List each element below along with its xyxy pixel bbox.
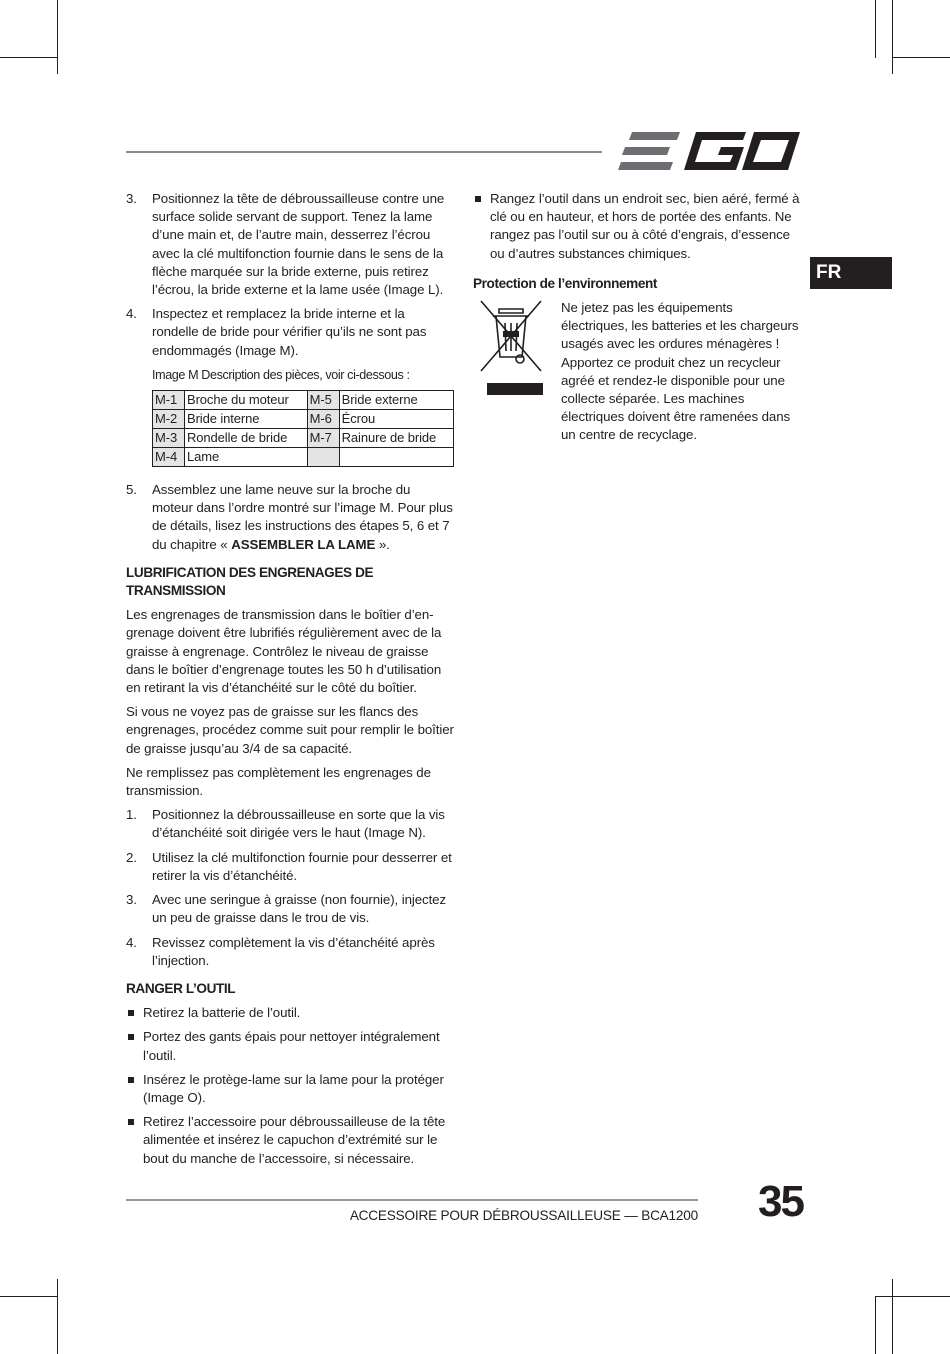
right-column <box>473 190 801 445</box>
list-number: 3. <box>126 191 137 206</box>
list-number: 5. <box>126 482 137 498</box>
table-cell: M-3 <box>153 429 185 448</box>
table-cell: Bride externe <box>339 391 453 410</box>
ego-logo <box>618 128 800 174</box>
crop-mark <box>875 1296 876 1354</box>
crop-mark <box>0 57 58 58</box>
table-row <box>153 429 454 448</box>
list-item <box>126 305 454 360</box>
parts-table <box>152 390 454 467</box>
section-heading-environment: Protection de l’environnement <box>473 275 658 291</box>
paragraph: Les engrenages de transmission dans le boîtier d’en-grenage doivent être lubrifiés régulièrement avec de la graisse à engrenage. Contrôlez le niveau de graisse dans le boîtier d’engrenage toutes les 50 h d’utilisation en retirant la vis d’étanchéité sur le côté du boîtier. <box>126 607 442 696</box>
bullet-square-icon <box>128 1010 134 1016</box>
page-number: 35 <box>758 1177 803 1226</box>
list-number: 4. <box>126 934 137 950</box>
list-text: Avec une seringue à graisse (non fournie), injectez un peu de graisse dans le trou de vis. <box>152 892 447 926</box>
list-text: Positionnez la tête de débroussailleuse contre une surface solide servant de support. Tenez la lame d’une main et, de l’autre main, desserrez l’écrou avec la clé multifonction fournie dans le sens de la flèche marquée sur la bride externe, puis retirez l’écrou, la bride externe et la lame usée (Image L). <box>152 191 445 298</box>
list-item <box>126 190 454 299</box>
bullet-text: Portez des gants épais pour nettoyer intégralement l’outil. <box>143 1029 440 1063</box>
table-cell: M-4 <box>153 448 185 467</box>
table-cell: Bride interne <box>185 410 308 429</box>
list-number: 1. <box>126 807 137 823</box>
crop-mark <box>892 0 893 74</box>
list-number: 4. <box>126 306 137 322</box>
bullet-square-icon <box>475 196 481 202</box>
list-item <box>126 849 454 885</box>
list-text: Revissez complètement la vis d’étanchéité après l’injection. <box>152 934 435 968</box>
table-cell: Lame <box>185 448 308 467</box>
bullet-text: Rangez l’outil dans un endroit sec, bien aéré, fermé à clé ou en hauteur, et hors de portée des enfants. Ne rangez pas l’outil sur ou à côté d’engrais, d’essence ou d’autres substances chimiques. <box>490 191 800 261</box>
bullet-item <box>126 1071 454 1107</box>
list-item <box>126 891 454 927</box>
crop-mark <box>875 1296 950 1297</box>
crossed-out-wheelie-bin-icon <box>473 299 545 399</box>
header-rule <box>126 151 602 153</box>
footer-rule <box>126 1199 698 1201</box>
table-cell: Rainure de bride <box>339 429 453 448</box>
table-cell: M-5 <box>307 391 339 410</box>
bullet-text: Insérez le protège-lame sur la lame pour la protéger (Image O). <box>143 1071 444 1105</box>
bullet-text: Retirez la batterie de l’outil. <box>143 1005 301 1021</box>
crop-mark <box>57 1279 58 1354</box>
list-text: ». <box>375 536 390 552</box>
environment-block <box>473 299 801 445</box>
left-column <box>126 190 454 1174</box>
bullet-item <box>126 1028 454 1064</box>
table-row <box>153 410 454 429</box>
table-row <box>153 391 454 410</box>
crop-mark <box>57 0 58 74</box>
table-cell: M-7 <box>307 429 339 448</box>
list-text: Positionnez la débroussailleuse en sorte que la vis d’étanchéité soit dirigée vers le haut (Image N). <box>152 807 445 841</box>
bullet-square-icon <box>128 1119 134 1125</box>
list-text: Inspectez et remplacez la bride interne et la rondelle de bride pour vérifier qu’ils ne sont pas endommagés (Image M). <box>152 306 427 358</box>
table-cell-empty <box>339 448 453 467</box>
crop-mark <box>892 1279 893 1354</box>
table-row <box>153 448 454 467</box>
crop-mark <box>0 1296 58 1297</box>
table-cell-empty <box>307 448 339 467</box>
bullet-text: Retirez l’accessoire pour débroussailleuse de la tête alimentée et insérez le capuchon d’extrémité sur le bout du manche de l’accessoire, si nécessaire. <box>143 1114 446 1166</box>
table-cell: Écrou <box>339 410 453 429</box>
list-item <box>126 934 454 970</box>
bullet-item <box>473 190 801 263</box>
language-tab: FR <box>810 257 892 289</box>
bullet-item <box>126 1004 454 1022</box>
table-cell: Broche du moteur <box>185 391 308 410</box>
list-text: Utilisez la clé multifonction fournie pour desserrer et retirer la vis d’étanchéité. <box>152 849 452 883</box>
section-heading-lubrication: LUBRIFICATION DES ENGRENAGES DE TRANSMISSION <box>126 564 374 599</box>
crop-mark <box>892 57 950 58</box>
table-caption: Image M Description des pièces, voir ci-dessous : <box>152 367 410 382</box>
footer-title: ACCESSOIRE POUR DÉBROUSSAILLEUSE — BCA1200 <box>349 1208 698 1223</box>
section-heading-storage: RANGER L’OUTIL <box>126 980 236 996</box>
table-cell: M-1 <box>153 391 185 410</box>
bullet-item <box>126 1113 454 1168</box>
list-number: 3. <box>126 892 137 908</box>
bullet-square-icon <box>128 1077 134 1083</box>
table-cell: M-6 <box>307 410 339 429</box>
list-number: 2. <box>126 849 137 865</box>
table-cell: Rondelle de bride <box>185 429 308 448</box>
table-cell: M-2 <box>153 410 185 429</box>
paragraph: Ne remplissez pas complètement les engrenages de transmission. <box>126 764 431 799</box>
list-item <box>126 481 454 554</box>
paragraph: Si vous ne voyez pas de graisse sur les flancs des engrenages, procédez comme suit pour remplir le boîtier de graisse jusqu’au 3/4 de sa capacité. <box>126 704 454 756</box>
bullet-square-icon <box>128 1034 134 1040</box>
cross-reference: ASSEMBLER LA LAME <box>231 536 376 552</box>
crop-mark <box>875 0 876 58</box>
environment-text: Ne jetez pas les équipements électriques, les batteries et les chargeurs usagés avec les ordures ménagères ! Apportez ce produit chez un recycleur agréé et rendez-le disponible pour une collecte séparée. Les machines électriques doivent être ramenées dans un centre de recyclage. <box>561 300 799 443</box>
list-text: Assemblez une lame neuve sur la broche du moteur dans l’ordre montré sur l’image M. Pour plus de détails, lisez les instructions des étapes 5, 6 et 7 du chapitre « <box>152 482 453 552</box>
list-item <box>126 806 454 842</box>
